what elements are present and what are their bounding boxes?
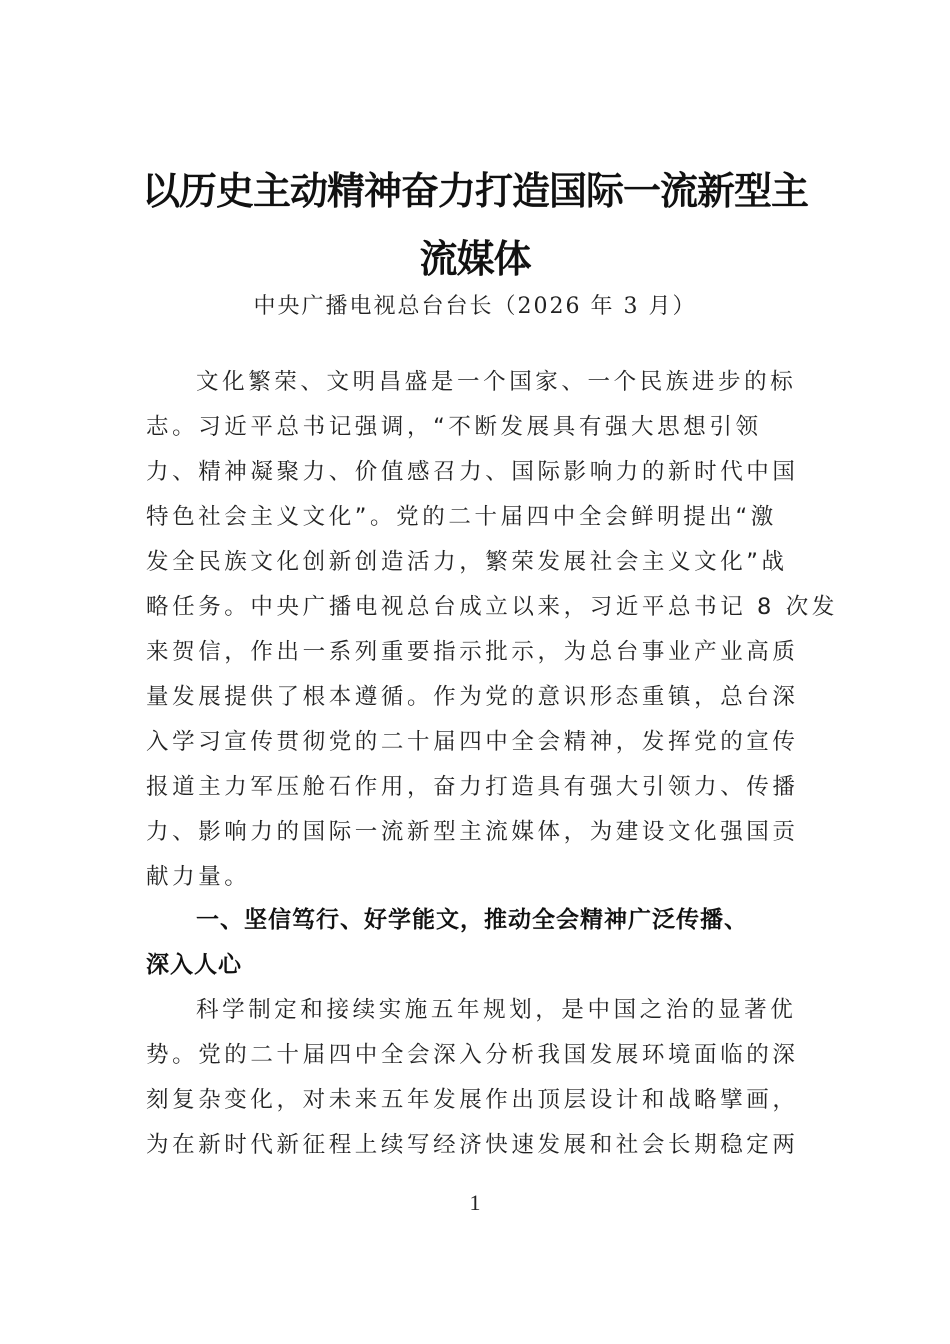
paragraph-line: 略任务。中央广播电视总台成立以来，习近平总书记 8 次发: [146, 594, 838, 620]
paragraph-line: 科学制定和接续实施五年规划，是中国之治的显著优: [196, 997, 797, 1023]
paragraph-line: 特色社会主义文化”。党的二十届四中全会鲜明提出“激: [146, 504, 777, 530]
paragraph-line: 量发展提供了根本遵循。作为党的意识形态重镇，总台深: [146, 684, 799, 710]
paragraph-line: 文化繁荣、文明昌盛是一个国家、一个民族进步的标: [196, 369, 797, 395]
paragraph-line: 为在新时代新征程上续写经济快速发展和社会长期稳定两: [146, 1132, 799, 1158]
paragraph-line: 报道主力军压舱石作用，奋力打造具有强大引领力、传播: [146, 774, 799, 800]
document-title-line-1: 以历史主动精神奋力打造国际一流新型主: [141, 168, 808, 213]
section-heading-line: 深入人心: [146, 952, 242, 978]
paragraph-line: 献力量。: [146, 864, 251, 890]
document-title-line-2: 流媒体: [419, 236, 531, 281]
paragraph-line: 势。党的二十届四中全会深入分析我国发展环境面临的深: [146, 1042, 799, 1068]
paragraph-line: 刻复杂变化，对未来五年发展作出顶层设计和战略擘画，: [146, 1087, 799, 1113]
paragraph-line: 力、影响力的国际一流新型主流媒体，为建设文化强国贡: [146, 819, 799, 845]
section-heading-line: 一、坚信笃行、好学能文，推动全会精神广泛传播、: [196, 907, 748, 933]
document-byline: 中央广播电视总台台长（2026 年 3 月）: [253, 294, 697, 319]
page-number: 1: [469, 1190, 481, 1215]
paragraph-line: 发全民族文化创新创造活力，繁荣发展社会主义文化”战: [146, 549, 788, 575]
paragraph-line: 力、精神凝聚力、价值感召力、国际影响力的新时代中国: [146, 459, 799, 485]
paragraph-line: 入学习宣传贯彻党的二十届四中全会精神，发挥党的宣传: [146, 729, 799, 755]
paragraph-line: 志。习近平总书记强调，“不断发展具有强大思想引领: [146, 414, 762, 440]
paragraph-line: 来贺信，作出一系列重要指示批示，为总台事业产业高质: [146, 639, 799, 665]
